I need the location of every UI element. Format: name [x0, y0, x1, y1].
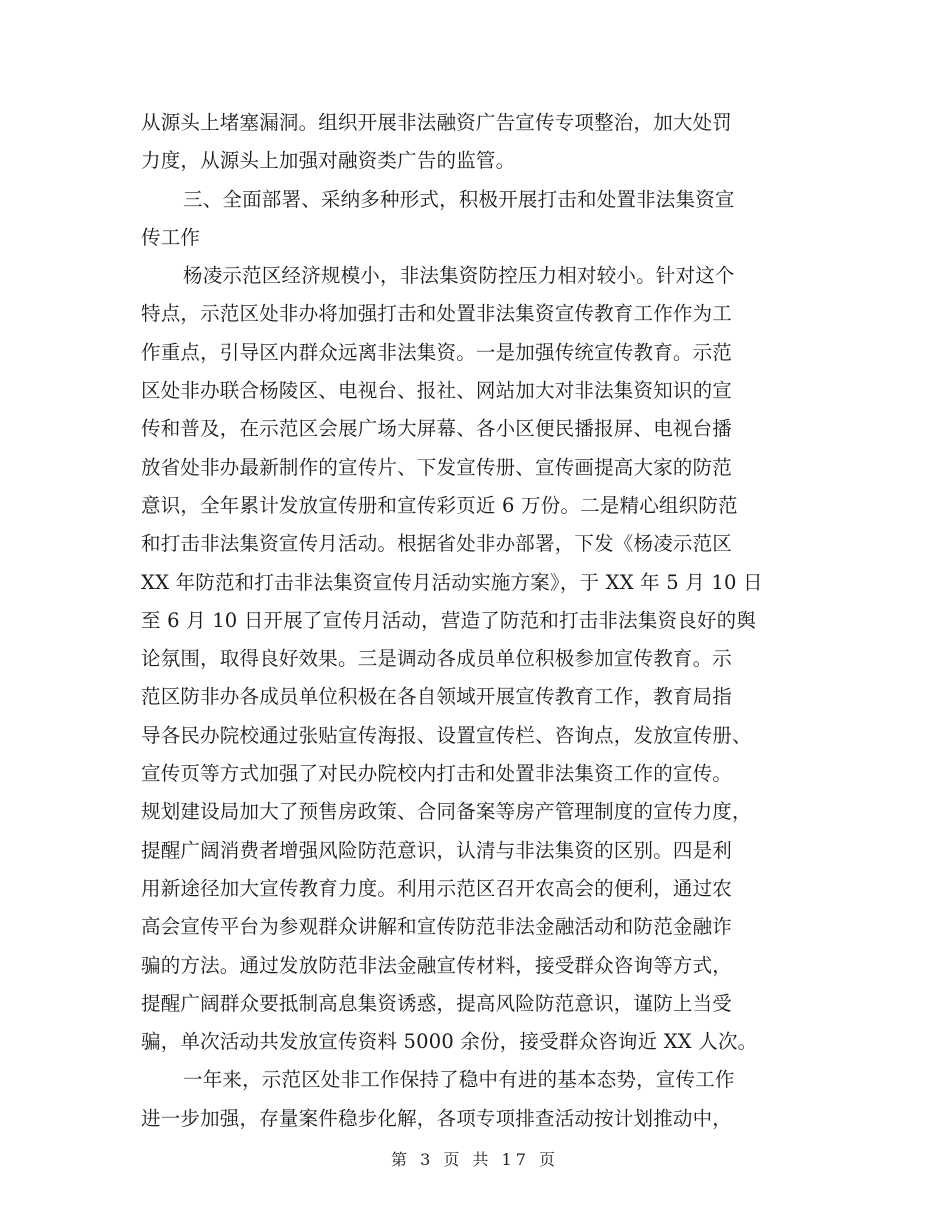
- text-line: 论氛围，取得良好效果。三是调动各成员单位积极参加宣传教育。示: [141, 647, 733, 671]
- text-line: 从源头上堵塞漏洞。组织开展非法融资广告宣传专项整治，加大处罚: [141, 111, 733, 134]
- text-line: 导各民办院校通过张贴宣传海报、设置宣传栏、咨询点，发放宣传册、: [141, 723, 752, 747]
- text-line: 提醒广阔消费者增强风险防范意识，认清与非法集资的区别。四是利: [141, 838, 733, 862]
- text-line: XX 年防范和打击非法集资宣传月活动实施方案》，于 XX 年 5 月 10 日: [141, 570, 763, 594]
- text-line: 放省处非办最新制作的宣传片、下发宣传册、宣传画提高大家的防范: [141, 455, 733, 479]
- section-heading: 三、全面部署、采纳多种形式，积极开展打击和处置非法集资宣: [183, 187, 735, 211]
- text-line: 进一步加强，存量案件稳步化解，各项专项排查活动按计划推动中，: [141, 1106, 733, 1130]
- text-line: 规划建设局加大了预售房政策、合同备案等房产管理制度的宣传力度，: [141, 800, 752, 824]
- text-line: 至 6 月 10 日开展了宣传月活动，营造了防范和打击非法集资良好的舆: [141, 608, 757, 632]
- text-line: 用新途径加大宣传教育力度。利用示范区召开农高会的便利，通过农: [141, 876, 733, 900]
- text-line: 高会宣传平台为参观群众讲解和宣传防范非法金融活动和防范金融诈: [141, 915, 733, 939]
- text-line: 骗的方法。通过发放防范非法金融宣传材料，接受群众咨询等方式，: [141, 953, 733, 977]
- text-line: 一年来，示范区处非工作保持了稳中有进的基本态势，宣传工作: [183, 1068, 735, 1092]
- text-line: 传和普及，在示范区会展广场大屏幕、各小区便民播报屏、电视台播: [141, 417, 733, 441]
- section-heading: 传工作: [141, 225, 201, 249]
- text-line: 杨凌示范区经济规模小，非法集资防控压力相对较小。针对这个: [183, 264, 735, 288]
- text-line: 力度，从源头上加强对融资类广告的监管。: [141, 149, 516, 173]
- text-line: 范区防非办各成员单位积极在各自领域开展宣传教育工作，教育局指: [141, 685, 733, 709]
- text-line: 作重点，引导区内群众远离非法集资。一是加强传统宣传教育。示范: [141, 340, 733, 364]
- document-body: [141, 104, 806, 1138]
- text-line: 提醒广阔群众要抵制高息集资诱惑，提高风险防范意识，谨防上当受: [141, 991, 733, 1015]
- text-line: 和打击非法集资宣传月活动。根据省处非办部署，下发《杨凌示范区: [141, 532, 733, 556]
- text-line: 区处非办联合杨陵区、电视台、报社、网站加大对非法集资知识的宣: [141, 379, 733, 403]
- page-number-footer: 第 3 页 共 17 页: [391, 1150, 559, 1169]
- text-line: 意识，全年累计发放宣传册和宣传彩页近 6 万份。二是精心组织防范: [141, 493, 738, 517]
- text-line: 骗，单次活动共发放宣传资料 5000 余份，接受群众咨询近 XX 人次。: [141, 1030, 758, 1054]
- text-line: 特点，示范区处非办将加强打击和处置非法集资宣传教育工作作为工: [141, 302, 733, 326]
- text-line: 宣传页等方式加强了对民办院校内打击和处置非法集资工作的宣传。: [141, 762, 733, 786]
